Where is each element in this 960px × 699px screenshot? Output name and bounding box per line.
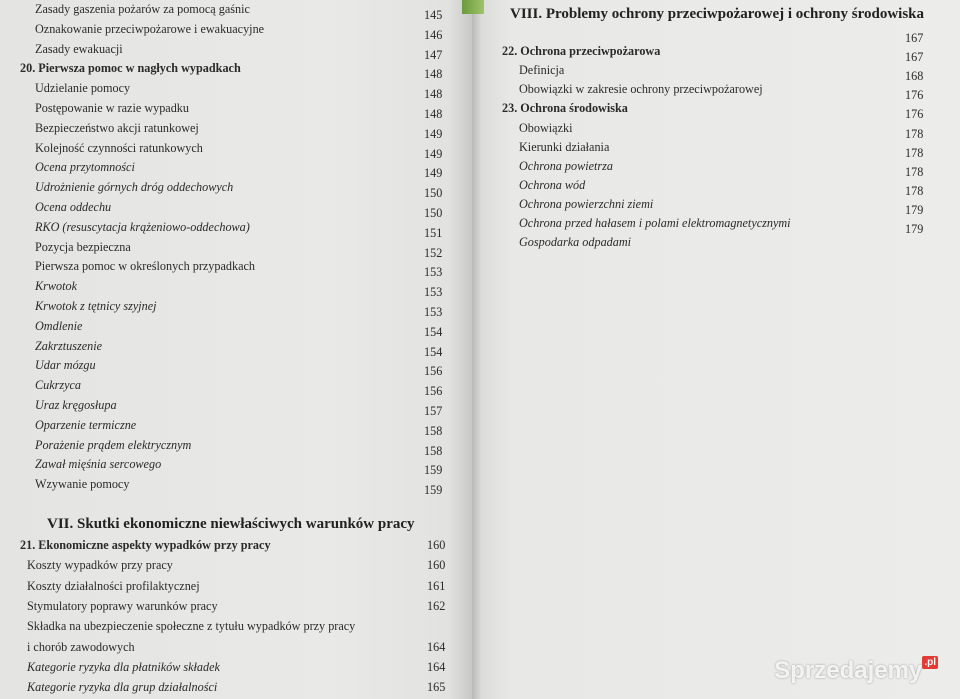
toc-entry-page-number: 164 bbox=[427, 659, 446, 674]
toc-entry-title: Kategorie ryzyka dla płatników składek bbox=[27, 659, 220, 674]
section-heading-vii: VII. Skutki ekonomiczne niewłaściwych warunków pracy bbox=[47, 516, 415, 532]
toc-entry-page-number: 158 bbox=[424, 443, 443, 458]
toc-entry-title: Cukrzyca bbox=[35, 378, 82, 393]
toc-entry-title: Krwotok z tętnicy szyjnej bbox=[35, 299, 157, 313]
toc-entry-title: Ochrona wód bbox=[519, 177, 586, 192]
watermark-logo: Sprzedajemy $^{.pl}$ bbox=[774, 657, 936, 684]
toc-entry-title: Ochrona przed hałasem i polami elektromagnetycznymi bbox=[519, 216, 791, 230]
toc-entry-title: Koszty działalności profilaktycznej bbox=[27, 578, 200, 593]
toc-entry-page-number: 160 bbox=[427, 538, 446, 552]
toc-entry-title: Oparzenie termiczne bbox=[35, 417, 137, 432]
toc-entry-title: Udrożnienie górnych dróg oddechowych bbox=[35, 180, 234, 195]
toc-entry-title: Ochrona powierzchni ziemi bbox=[519, 196, 654, 211]
toc-entry-title: Zawał mięśnia sercowego bbox=[35, 457, 162, 472]
toc-entry-page-number: 179 bbox=[905, 202, 924, 217]
toc-entry-page-number: 167 bbox=[905, 31, 924, 45]
toc-entry-title: Pierwsza pomoc w określonych przypadkach bbox=[35, 259, 255, 274]
toc-entry-page-number: 157 bbox=[424, 404, 443, 418]
toc-entry-title: Zakrztuszenie bbox=[35, 338, 103, 353]
toc-entry-page-number: 150 bbox=[424, 186, 443, 201]
toc-entry-title: Uraz kręgosłupa bbox=[35, 398, 117, 412]
toc-entry-title: Definicja bbox=[519, 63, 565, 78]
toc-entry-title: Gospodarka odpadami bbox=[519, 235, 632, 250]
toc-entry-title: Koszty wypadków przy pracy bbox=[27, 558, 173, 573]
toc-entry-page-number: 178 bbox=[905, 145, 924, 160]
toc-entry-title: Obowiązki bbox=[519, 120, 573, 135]
toc-entry-page-number: 168 bbox=[905, 69, 924, 84]
toc-entry-title: Kierunki działania bbox=[519, 139, 610, 154]
toc-entry-title: Bezpieczeństwo akcji ratunkowej bbox=[35, 120, 199, 135]
toc-entry-page-number: 147 bbox=[424, 47, 443, 62]
toc-entry-page-number: 148 bbox=[424, 87, 443, 102]
toc-entry-page-number: 149 bbox=[424, 166, 443, 181]
toc-entry-title: Kolejność czynności ratunkowych bbox=[35, 140, 203, 155]
toc-entry-title: Zasady ewakuacji bbox=[35, 41, 123, 56]
toc-entry-page-number: 153 bbox=[424, 305, 443, 319]
toc-entry-page-number: 178 bbox=[905, 183, 924, 198]
toc-entry-title: Omdlenie bbox=[35, 318, 83, 333]
toc-entry-title: Krwotok bbox=[35, 279, 77, 294]
toc-entry-page-number: 176 bbox=[905, 107, 924, 122]
toc-entry-page-number: 149 bbox=[424, 126, 443, 141]
toc-entry-title: Zasady gaszenia pożarów za pomocą gaśnic bbox=[35, 2, 250, 16]
toc-entry-title: Porażenie prądem elektrycznym bbox=[35, 437, 192, 452]
toc-entry-title: Obowiązki w zakresie ochrony przeciwpożarowej bbox=[519, 82, 763, 97]
toc-entry-title: Postępowanie w razie wypadku bbox=[35, 101, 189, 115]
toc-entry-title: Kategorie ryzyka dla grup działalności bbox=[27, 680, 218, 695]
toc-entry-page-number: 159 bbox=[424, 483, 443, 498]
toc-entry-title: RKO (resuscytacja krążeniowo-oddechowa) bbox=[35, 219, 250, 234]
toc-entry-page-number: 153 bbox=[424, 265, 443, 280]
toc-entry-page-number: 176 bbox=[905, 88, 924, 103]
toc-entry-page-number: 154 bbox=[424, 324, 443, 339]
toc-entry-page-number: 148 bbox=[424, 107, 443, 121]
toc-entry-page-number: 167 bbox=[905, 50, 924, 65]
section-heading-viii: VIII. Problemy ochrony przeciwpożarowej i ochrony środowiska bbox=[510, 6, 925, 22]
toc-entry-page-number: 162 bbox=[427, 598, 446, 613]
toc-entry-page-number: 161 bbox=[427, 578, 446, 593]
toc-entry-page-number: 148 bbox=[424, 67, 443, 82]
toc-entry-page-number: 146 bbox=[424, 27, 443, 42]
toc-entry-page-number: 178 bbox=[905, 126, 924, 141]
toc-entry-title: Udzielanie pomocy bbox=[35, 81, 131, 96]
toc-entry-title: Pozycja bezpieczna bbox=[35, 239, 131, 254]
toc-entry-page-number: 150 bbox=[424, 206, 443, 220]
toc-entry-page-number: 145 bbox=[424, 8, 443, 22]
toc-entry-title: Stymulatory poprawy warunków pracy bbox=[27, 598, 218, 613]
toc-entry-title: 21. Ekonomiczne aspekty wypadków przy pracy bbox=[20, 538, 271, 552]
toc-entry-page-number: 156 bbox=[424, 384, 443, 399]
toc-entry-page-number: 149 bbox=[424, 146, 443, 161]
toc-entry-page-number: 164 bbox=[427, 639, 446, 654]
toc-entry-page-number: 179 bbox=[905, 222, 924, 236]
left-page bbox=[0, 0, 472, 699]
toc-entry-title: Udar mózgu bbox=[35, 358, 96, 373]
toc-entry-page-number: 159 bbox=[424, 463, 443, 478]
toc-entry-page-number: 154 bbox=[424, 344, 443, 359]
toc-entry-title: Ochrona powietrza bbox=[519, 158, 614, 173]
gutter-green-strip bbox=[462, 0, 484, 14]
toc-entry-page-number: 152 bbox=[424, 245, 443, 260]
toc-entry-page-number: 165 bbox=[427, 680, 446, 695]
toc-entry-page-number: 160 bbox=[427, 558, 446, 573]
toc-entry-page-number: 158 bbox=[424, 423, 443, 438]
toc-entry-page-number: 178 bbox=[905, 164, 924, 179]
toc-entry-title: 23. Ochrona środowiska bbox=[502, 101, 628, 116]
toc-entry-page-number: 153 bbox=[424, 285, 443, 300]
toc-entry-title: Ocena oddechu bbox=[35, 200, 112, 214]
toc-entry-title: 22. Ochrona przeciwpożarowa bbox=[502, 44, 661, 59]
toc-entry-title: 20. Pierwsza pomoc w nagłych wypadkach bbox=[20, 61, 241, 76]
right-page bbox=[472, 0, 960, 699]
toc-entry-title: Ocena przytomności bbox=[35, 160, 135, 175]
toc-entry-title: Wzywanie pomocy bbox=[35, 477, 130, 492]
toc-entry-title: i chorób zawodowych bbox=[27, 639, 135, 654]
toc-entry-page-number: 151 bbox=[424, 225, 443, 240]
toc-entry-title: Składka na ubezpieczenie społeczne z tytułu wypadków przy pracy bbox=[27, 619, 356, 634]
toc-entry-page-number: 156 bbox=[424, 364, 443, 379]
toc-entry-title: Oznakowanie przeciwpożarowe i ewakuacyjne bbox=[35, 21, 265, 36]
